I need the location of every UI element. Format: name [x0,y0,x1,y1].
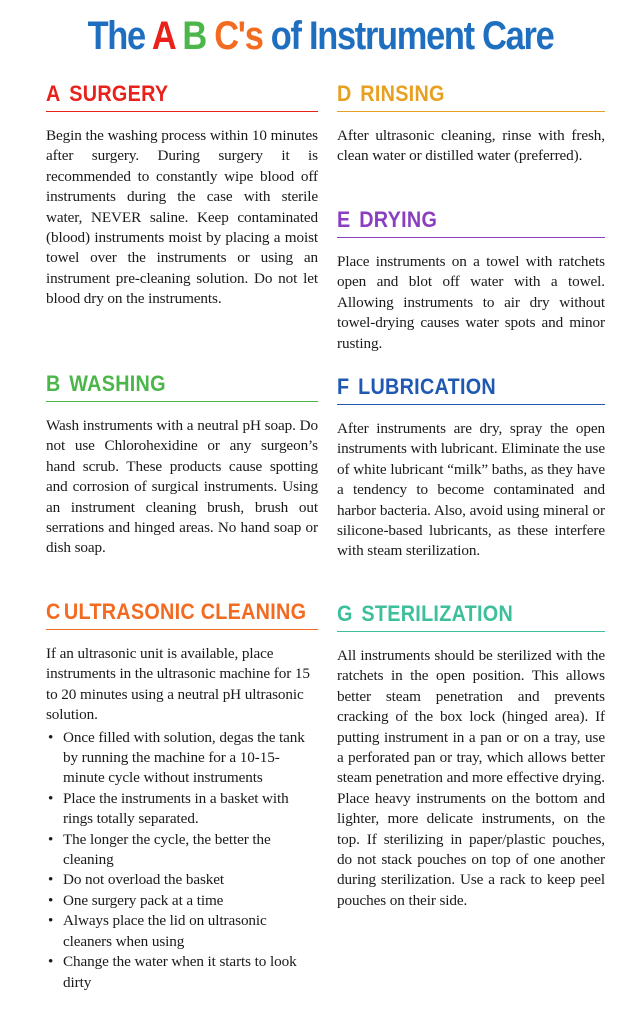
list-item: • Always place the lid on ultrasonic cleaners when using [46,911,318,952]
list-item: • Do not overload the basket [46,870,318,890]
section-heading [337,206,578,234]
section-body: Place instruments on a towel with ratchets open and blot off water with a towel. Allowing instruments to air dry without towel-drying causes water spots and minor rusting. [337,253,605,352]
section-title: SURGERY [69,81,169,106]
section-heading [337,373,578,401]
section-drying [337,206,605,354]
list-item: • Change the water when it starts to look dirty [46,952,318,993]
bullet-list [46,728,318,993]
section-lubrication [337,373,605,562]
section-letter: C [46,599,61,624]
section-body: If an ultrasonic unit is available, place instruments in the ultrasonic machine for 15 to 20 minutes using a neutral pH ultrasonic solution. [46,645,310,724]
section-divider [337,237,605,238]
section-letter: A [46,81,61,106]
section-ultrasonic-cleaning [46,598,318,993]
title-prefix: The [87,14,152,58]
title-letter-c: C's [214,14,263,58]
section-divider [337,404,605,405]
section-title: DRYING [359,207,438,232]
section-washing [46,370,318,559]
list-item: • One surgery pack at a time [46,891,318,911]
section-divider [46,401,318,402]
title-letter-a: A [151,14,175,58]
section-letter: G [337,601,353,626]
section-letter: D [337,81,352,106]
section-title: RINSING [360,81,445,106]
title-letter-b: B [182,14,206,58]
section-body: All instruments should be sterilized with the ratchets in the open position. This allows better steam penetration and prevents cracking of the box lock (hinged area). If putting instrument in a pan or on a tray, use a perforated pan or tray, which allows better steam penetration and more effective drying. Place heavy instruments on the bottom and lighter, more delicate instruments, on the top. If sterilizing in paper/plastic pouches, do not stack pouches on top of one another during sterilization. Use a rack to keep peel pouches on their side. [337,647,605,909]
section-heading [46,598,307,626]
section-body: After instruments are dry, spray the open instruments with lubricant. Eliminate the use of white lubricant “milk” baths, as they have a tendency to become contaminated and harbor bacteria. Also, avoid using mineral or silicone-based lubricants, as these interfere with steam sterilization. [337,420,605,560]
section-divider [337,111,605,112]
section-heading [337,600,578,628]
section-sterilization [337,600,605,911]
section-body: Wash instruments with a neutral pH soap. Do not use Chlorohexidine or any surgeon’s hand scrub. These products cause spotting and corrosion of surgical instruments. Using an instrument cleaning brush, brush out serrations and hinged areas. No hand soap or dish soap. [46,417,318,557]
page-title [45,14,596,59]
section-title: ULTRASONIC CLEANING [63,599,307,624]
section-surgery [46,80,318,310]
section-body: Begin the washing process within 10 minutes after surgery. During surgery it is recommended to constantly wipe blood off instruments during the case with sterile water, NEVER saline. Keep contaminated (blood) instruments moist by placing a moist towel over the instruments or using an instrument pre-cleaning solution. Do not let blood dry on the instruments. [46,127,318,308]
section-rinsing [337,80,605,167]
list-item: • Place the instruments in a basket with rings totally separated. [46,789,318,830]
section-divider [46,629,318,630]
section-letter: E [337,207,351,232]
section-divider [337,631,605,632]
section-body: After ultrasonic cleaning, rinse with fresh, clean water or distilled water (preferred). [337,127,605,165]
section-heading [46,80,291,108]
section-divider [46,111,318,112]
section-title: WASHING [69,371,166,396]
list-item: • Once filled with solution, degas the tank by running the machine for a 10-15-minute cycle without instruments [46,728,318,789]
section-letter: B [46,371,61,396]
section-heading [46,370,291,398]
section-title: STERILIZATION [361,601,514,626]
title-suffix: of Instrument Care [262,14,554,58]
section-letter: F [337,374,350,399]
list-item: • The longer the cycle, the better the cleaning [46,830,318,871]
section-title: LUBRICATION [358,374,497,399]
section-heading [337,80,578,108]
